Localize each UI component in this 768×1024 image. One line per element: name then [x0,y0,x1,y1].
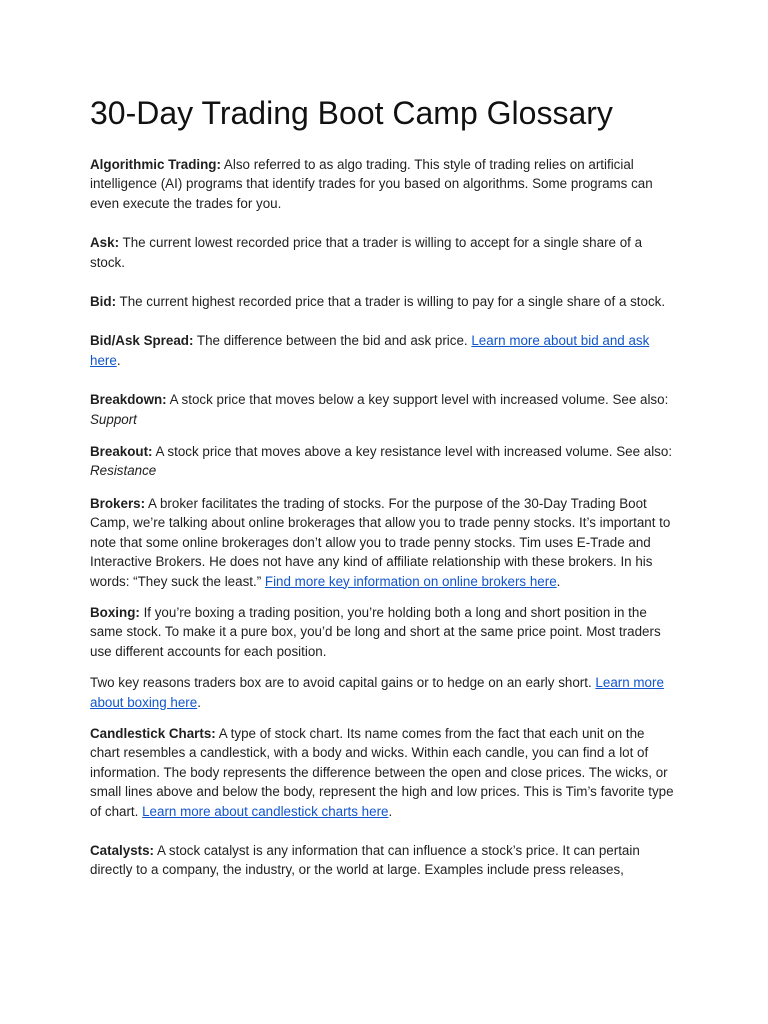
boxing-link[interactable]: Learn more about boxing here [90,675,664,710]
term: Candlestick Charts: [90,725,216,741]
definition: A stock price that moves below a key support level with increased volume. See also: [166,392,669,408]
glossary-entry-boxing [90,603,675,661]
punctuation: . [116,352,121,368]
definition: A broker facilitates the trading of stocks. For the purpose of the 30-Day Trading Boot Camp, we’re talking about online brokerages that allow you to trade penny stocks. It’s important to note that some online brokerages don’t allow you to trade penny stocks. Tim uses E-Trade and Interactive Brokers. He does not have any kind of affiliate relationship with these brokers. In his words: “They suck the least.” [90,495,671,589]
term: Breakdown: [90,392,167,408]
glossary-entry-bid [90,292,675,311]
punctuation: . [556,573,561,589]
term: Algorithmic Trading: [90,157,221,172]
glossary-entry-bid-ask-spread [90,331,675,370]
document-page [90,94,675,880]
term: Boxing: [90,604,140,620]
definition: The difference between the bid and ask price. [193,333,472,349]
bid-ask-link[interactable]: Learn more about bid and ask here [90,333,650,368]
term: Bid: [90,294,117,310]
see-also-term: Support [90,411,137,427]
definition: The current lowest recorded price that a trader is willing to accept for a single share of a stock. [90,235,643,270]
glossary-entry-brokers [90,494,675,591]
definition: Also referred to as algo trading. This style of trading relies on artificial intelligence (AI) programs that identify trades for you based on algorithms. Some programs can even execute the trades for you. [90,157,653,211]
glossary-entry-algorithmic-trading [90,155,675,213]
boxing-paragraph-2 [90,673,675,712]
term: Ask: [90,235,120,251]
definition: The current highest recorded price that a trader is willing to pay for a single share of a stock. [116,294,666,310]
paragraph-text: Two key reasons traders box are to avoid capital gains or to hedge on an early short. [90,675,596,691]
online-brokers-link[interactable]: Find more key information on online brokers here [264,573,557,589]
term: Bid/Ask Spread: [90,333,194,349]
term: Breakout: [90,444,153,460]
definition: A stock price that moves above a key resistance level with increased volume. See also: [152,444,673,460]
page-title: 30-Day Trading Boot Camp Glossary [90,95,613,131]
glossary-entry-breakout [90,442,675,481]
glossary-entry-ask [90,233,675,272]
term: Brokers: [90,495,146,511]
see-also-term: Resistance [90,463,157,479]
glossary-entry-catalysts [90,841,675,880]
definition: If you’re boxing a trading position, you’re holding both a long and short position in the same stock. To make it a pure box, you’d be long and short at the same price point. Most traders use different accounts for each position. [90,604,661,659]
punctuation: . [197,694,201,710]
glossary-entry-candlestick-charts [90,724,675,821]
glossary-entry-breakdown [90,390,675,429]
definition: A type of stock chart. Its name comes from the fact that each unit on the chart resembles a candlestick, with a body and wicks. Within each candle, you can find a lot of information. The body represents the difference between the open and close prices. The wicks, or small lines above and below the body, represent the high and low prices. This is Tim’s favorite type of chart. [90,725,674,819]
definition: A stock catalyst is any information that can influence a stock’s price. It can pertain directly to a company, the industry, or the world at large. Examples include press releases, [90,842,640,878]
punctuation: . [388,803,393,819]
candlestick-link[interactable]: Learn more about candlestick charts here [142,803,389,819]
term: Catalysts: [90,842,155,858]
